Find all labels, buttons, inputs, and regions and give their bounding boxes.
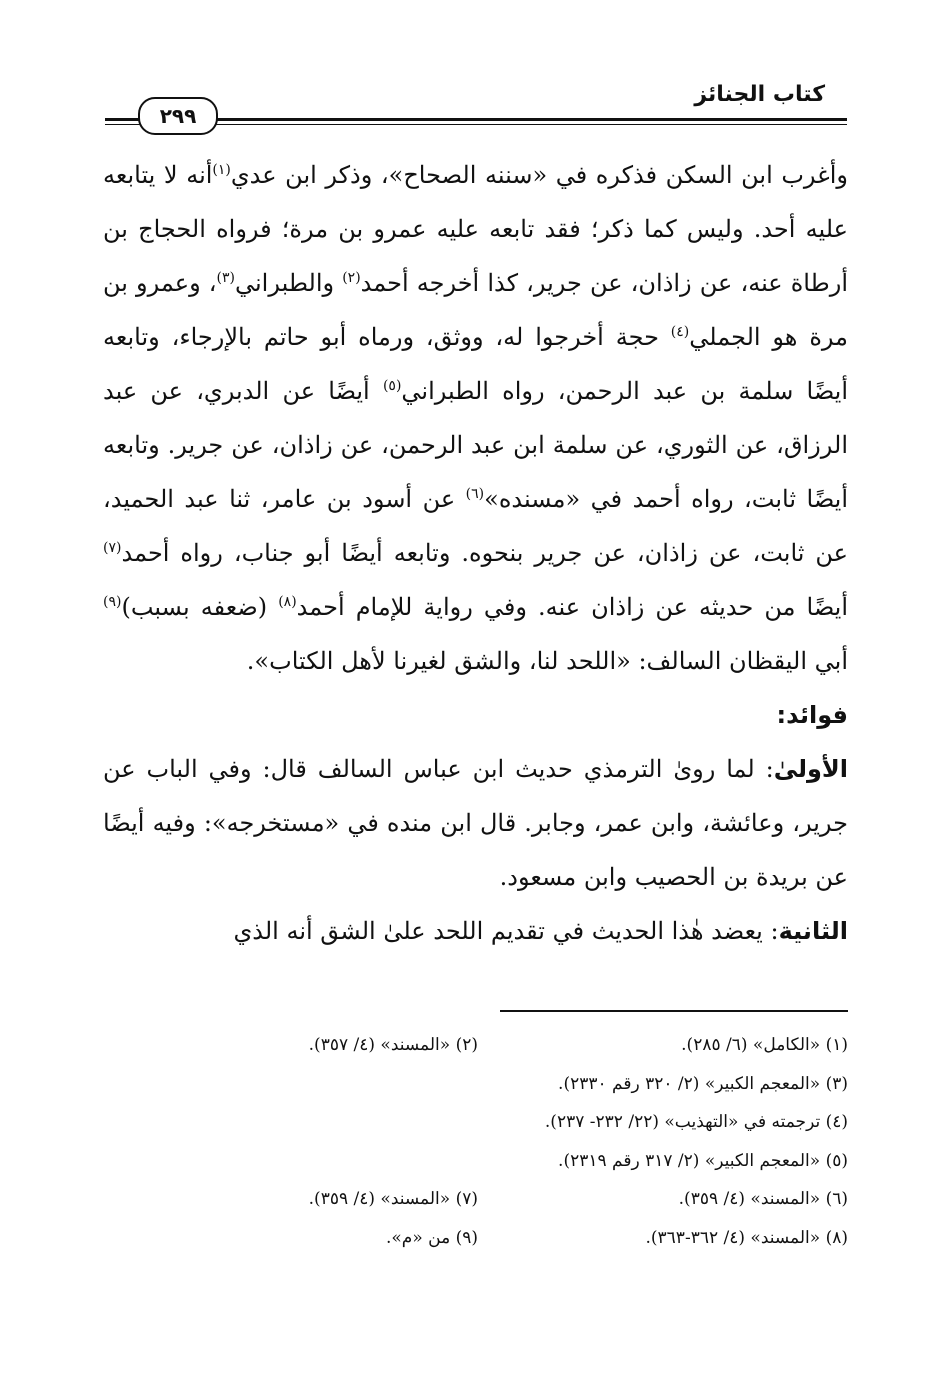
footnote-1: (١) «الكامل» (٦/ ٢٨٥). bbox=[681, 1035, 848, 1056]
chapter-title: كتاب الجنائز bbox=[694, 82, 825, 107]
text-run: : لما رویٰ الترمذي حديث ابن عباس السالف قال: وفي الباب عن جرير، وعائشة، وابن عمر، وجابر. قال ابن منده في «مستخرجه»: وفيه أيضًا عن بريدة بن الحصيب وابن مسعود. bbox=[103, 755, 848, 891]
footnote-ref-7[interactable]: (٧) bbox=[103, 540, 122, 556]
benefits-heading: فوائد: bbox=[776, 701, 848, 729]
text-run: أنه لا يتابعه عليه أحد. وليس كما ذكر؛ فقد تابعه عليه عمرو بن مرة؛ فرواه الحجاج بن أرطاة عنه، عن زاذان، عن جرير، كذا أخرجه أحمد bbox=[103, 161, 848, 297]
paragraph-1 bbox=[103, 148, 848, 688]
footnote-ref-3[interactable]: (٣) bbox=[216, 270, 235, 286]
footnote-6: (٦) «المسند» (٤/ ٣٥٩). bbox=[678, 1189, 848, 1210]
footnotes bbox=[230, 1026, 848, 1257]
footnote-5: (٥) «المعجم الكبير» (٢/ ٣١٧ رقم ٢٣١٩). bbox=[558, 1150, 848, 1171]
footnote-ref-1[interactable]: (١) bbox=[212, 162, 231, 178]
footnote-ref-9[interactable]: (٩) bbox=[103, 594, 122, 610]
benefit-label-second: الثانية bbox=[778, 917, 848, 945]
text-run: والطبراني bbox=[235, 269, 343, 297]
footnote-7: (٧) «المسند» (٤/ ٣٥٩). bbox=[308, 1189, 478, 1210]
footnote-ref-5[interactable]: (٥) bbox=[382, 378, 402, 394]
footnote-ref-2[interactable]: (٢) bbox=[342, 270, 361, 286]
text-run: (ضعفه بسبب) bbox=[121, 593, 279, 621]
footnote-9: (٩) من «م». bbox=[386, 1227, 478, 1248]
text-run: أيضًا عن الدبري، عن عبد الرزاق، عن الثوري، عن سلمة ابن عبد الرحمن، عن زاذان، عن جرير. وتابعه أيضًا ثابت، رواه أحمد في «مسنده» bbox=[103, 377, 848, 513]
footnote-row bbox=[230, 1103, 848, 1142]
footnote-ref-8[interactable]: (٨) bbox=[278, 594, 297, 610]
text-run: حجة أخرجوا له، ووثق، ورماه أبو حاتم بالإرجاء، وتابعه أيضًا سلمة بن عبد الرحمن، رواه الطبراني bbox=[103, 323, 848, 405]
footnote-ref-6[interactable]: (٦) bbox=[465, 486, 485, 502]
text-run: : يعضد هٰذا الحديث في تقديم اللحد علىٰ الشق أنه الذي bbox=[233, 917, 779, 945]
text-run: عن أسود بن عامر، ثنا عبد الحميد، عن ثابت، عن زاذان، عن جرير بنحوه. وتابعه أيضًا أبو جناب، رواه أحمد bbox=[103, 485, 848, 567]
paragraph-first-benefit bbox=[103, 742, 848, 904]
text-run: ، وعمرو بن مرة هو الجملي bbox=[103, 269, 848, 351]
footnote-8: (٨) «المسند» (٤/ ٣٦٢-٣٦٣). bbox=[645, 1227, 848, 1248]
footnote-row bbox=[230, 1026, 848, 1065]
footnote-row bbox=[230, 1219, 848, 1258]
footnote-row bbox=[230, 1180, 848, 1219]
main-text bbox=[103, 148, 848, 958]
text-run: أيضًا من حديثه عن زاذان عنه. وفي رواية للإمام أحمد bbox=[296, 593, 848, 621]
page-number: ٢٩٩ bbox=[138, 97, 218, 135]
footnote-ref-4[interactable]: (٤) bbox=[670, 324, 690, 340]
footnote-separator bbox=[500, 1010, 848, 1012]
paragraph-second-benefit bbox=[103, 904, 848, 958]
footnote-row bbox=[230, 1142, 848, 1181]
text-run: وأغرب ابن السكن فذكره في «سننه الصحاح»، وذكر ابن عدي bbox=[230, 161, 848, 189]
footnote-2: (٢) «المسند» (٤/ ٣٥٧). bbox=[308, 1035, 478, 1056]
benefit-label-first: الأولىٰ bbox=[773, 755, 848, 783]
footnote-3: (٣) «المعجم الكبير» (٢/ ٣٢٠ رقم ٢٣٣٠). bbox=[558, 1073, 848, 1094]
footnote-row bbox=[230, 1065, 848, 1104]
footnote-4: (٤) ترجمته في «التهذيب» (٢٢/ ٢٣٢- ٢٣٧). bbox=[544, 1112, 848, 1133]
text-run: أبي اليقظان السالف: «اللحد لنا، والشق لغيرنا لأهل الكتاب». bbox=[246, 647, 848, 675]
